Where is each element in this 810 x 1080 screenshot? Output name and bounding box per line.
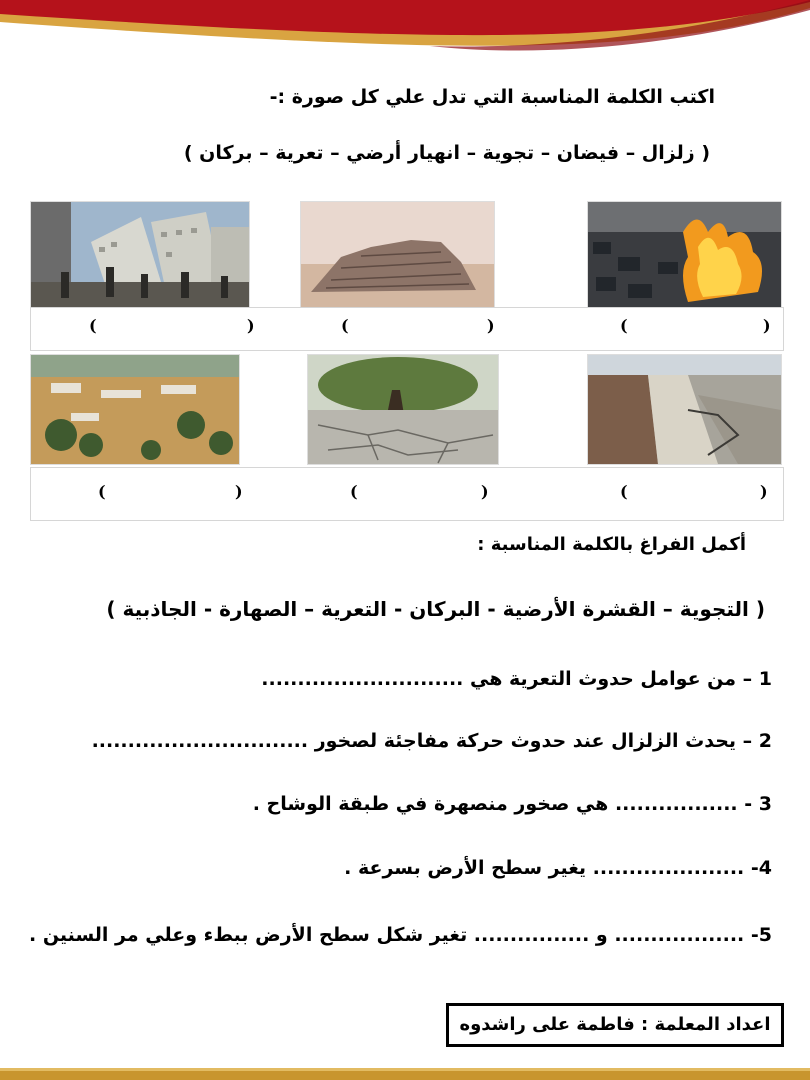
answer-3-open: ( bbox=[620, 316, 628, 335]
photo-earthquake bbox=[30, 201, 250, 309]
answer-3-close: ) bbox=[763, 316, 771, 335]
answer-6-open: ( bbox=[620, 482, 628, 501]
section1-word-bank: ( زلزال – فيضان – تجوية – انهيار أرضي – تعرية – بركان ) bbox=[183, 142, 710, 164]
answer-2-close: ) bbox=[487, 316, 495, 335]
answer-2-open: ( bbox=[341, 316, 349, 335]
fill-item-3: 3 - ................. هي صخور منصهرة في طبقة الوشاح . bbox=[252, 793, 772, 815]
photo-flood bbox=[30, 354, 240, 465]
photo-tree-cracked-ground bbox=[307, 354, 499, 465]
answer-5-close: ) bbox=[481, 482, 489, 501]
answer-1-open: ( bbox=[89, 316, 97, 335]
header-banner bbox=[0, 0, 810, 70]
section2-instruction: أكمل الفراغ بالكلمة المناسبة : bbox=[477, 534, 746, 555]
fill-item-5: 5- .................. و ................ تغير شكل سطح الأرض ببطء وعلي مر السنين . bbox=[29, 924, 772, 946]
answer-5-open: ( bbox=[350, 482, 358, 501]
fill-item-4: 4- ..................... يغير سطح الأرض بسرعة . bbox=[344, 857, 772, 879]
section1-instruction: اكتب الكلمة المناسبة التي تدل علي كل صورة :- bbox=[269, 86, 715, 108]
answer-6-close: ) bbox=[760, 482, 768, 501]
answer-4-close: ) bbox=[235, 482, 243, 501]
answer-row-2 bbox=[30, 467, 784, 521]
answer-row-1 bbox=[30, 307, 784, 351]
fill-item-1: 1 – من عوامل حدوث التعرية هي ............................ bbox=[261, 668, 772, 690]
answer-1-close: ) bbox=[247, 316, 255, 335]
photo-road-collapse bbox=[587, 354, 782, 465]
fill-item-2: 2 – يحدث الزلزال عند حدوث حركة مفاجئة لصخور .............................. bbox=[91, 730, 772, 752]
teacher-credit: اعداد المعلمة : فاطمة على راشدوه bbox=[446, 1003, 784, 1047]
footer-bar bbox=[0, 1068, 810, 1080]
section2-word-bank: ( التجوية – القشرة الأرضية - البركان - التعرية – الصهارة - الجاذبية ) bbox=[106, 597, 765, 621]
answer-4-open: ( bbox=[98, 482, 106, 501]
photo-eroded-rock bbox=[300, 201, 495, 309]
photo-fire bbox=[587, 201, 782, 309]
